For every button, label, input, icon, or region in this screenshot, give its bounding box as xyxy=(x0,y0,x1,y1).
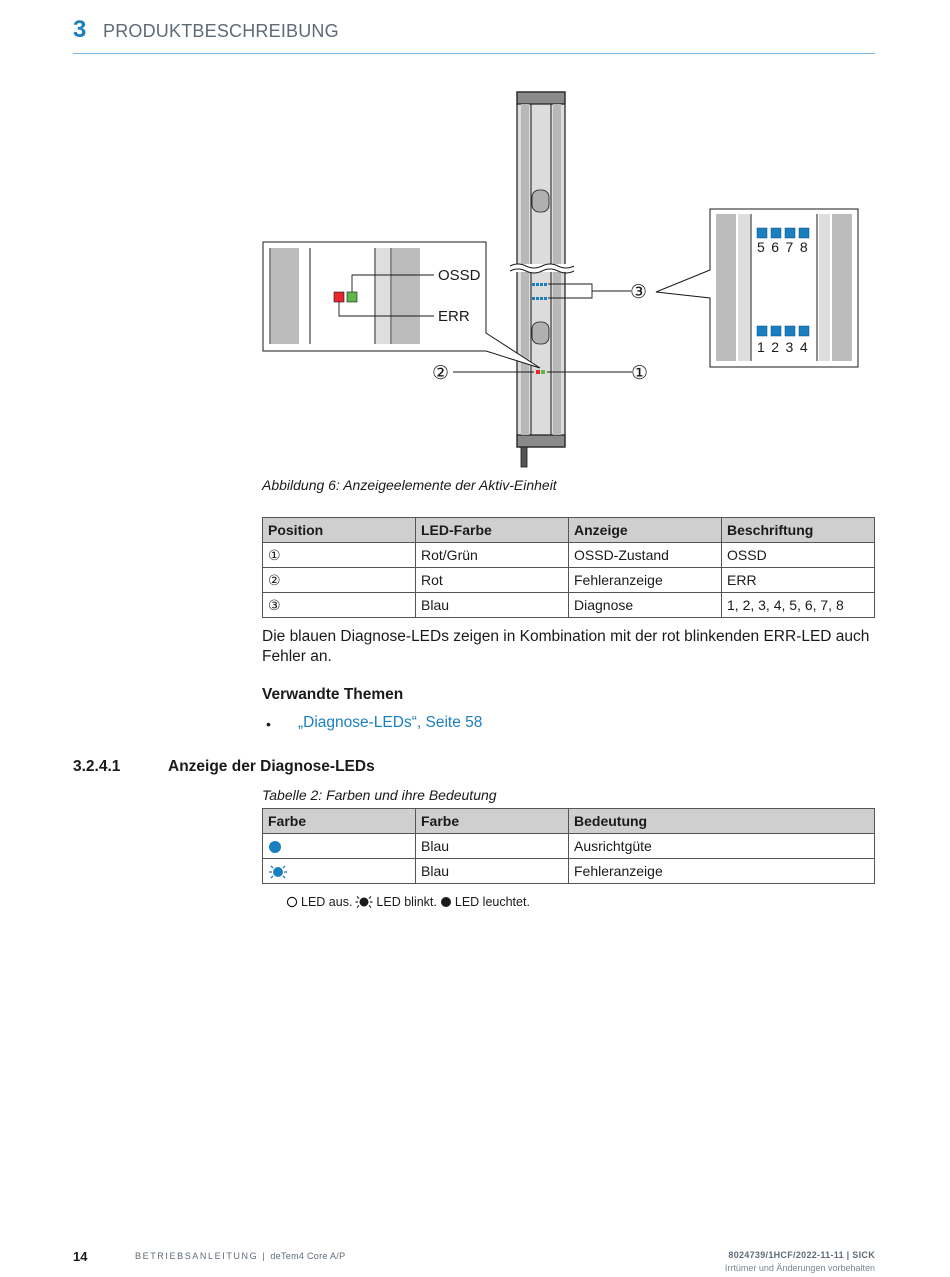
led-on-blue-icon xyxy=(268,840,282,854)
table-row xyxy=(263,593,875,618)
legend-off-text: LED aus. xyxy=(301,895,353,909)
led-table xyxy=(262,517,875,618)
leds-bottom-labels: 1 2 3 4 xyxy=(757,339,809,355)
table-row xyxy=(263,859,875,884)
led-off-icon xyxy=(286,896,298,908)
led-blink-icon xyxy=(355,895,373,909)
table-header-row xyxy=(263,518,875,543)
table-cell: ERR xyxy=(722,568,875,593)
err-label: ERR xyxy=(438,308,470,325)
callout-1: ① xyxy=(631,363,649,384)
table-caption: Tabelle 2: Farben und ihre Bedeutung xyxy=(262,787,497,803)
device-column xyxy=(510,92,574,467)
table-cell: Fehleranzeige xyxy=(569,859,875,884)
table-cell: Rot/Grün xyxy=(416,543,569,568)
table-row xyxy=(263,543,875,568)
legend-blink-text: LED blinkt. xyxy=(376,895,437,909)
product-name: deTem4 Core A/P xyxy=(270,1251,346,1261)
table-cell: Ausrichtgüte xyxy=(569,834,875,859)
footer-document-label xyxy=(135,1251,345,1261)
led-on-icon xyxy=(440,896,452,908)
table-cell: ① xyxy=(263,543,416,568)
callout-2: ② xyxy=(432,363,450,384)
table-header-row xyxy=(263,809,875,834)
chapter-title: PRODUKTBESCHREIBUNG xyxy=(103,21,339,41)
diagnostic-led-detail xyxy=(656,209,858,367)
led-blink-blue-icon xyxy=(268,864,288,880)
led-legend xyxy=(286,895,530,909)
table-header: Farbe xyxy=(263,809,416,834)
table-header: Anzeige xyxy=(569,518,722,543)
footer-disclaimer: Irrtümer und Änderungen vorbehalten xyxy=(724,1263,875,1273)
ossd-err-detail xyxy=(263,242,540,368)
footer-doc-id: 8024739/1HCF/2022-11-11 | SICK xyxy=(728,1250,875,1260)
color-meaning-table xyxy=(262,808,875,884)
table-cell: Blau xyxy=(416,859,569,884)
table-header: LED-Farbe xyxy=(416,518,569,543)
table-cell: Fehleranzeige xyxy=(569,568,722,593)
related-topic-link[interactable]: „Diagnose-LEDs“, Seite 58 xyxy=(298,714,483,731)
related-topics-heading: Verwandte Themen xyxy=(262,686,404,703)
active-unit-figure xyxy=(255,80,875,475)
ossd-label: OSSD xyxy=(438,267,481,284)
table-cell: Diagnose xyxy=(569,593,722,618)
table-cell: Blau xyxy=(416,834,569,859)
figure-caption: Abbildung 6: Anzeigeelemente der Aktiv-Einheit xyxy=(262,477,557,493)
section-number: 3.2.4.1 xyxy=(73,758,121,775)
table-cell: OSSD xyxy=(722,543,875,568)
table-cell xyxy=(263,859,416,884)
legend-on-text: LED leuchtet. xyxy=(454,895,530,909)
table-cell xyxy=(263,834,416,859)
table-cell: Rot xyxy=(416,568,569,593)
page-number: 14 xyxy=(73,1249,88,1264)
table-cell: ③ xyxy=(263,593,416,618)
table-row xyxy=(263,568,875,593)
table-cell: OSSD-Zustand xyxy=(569,543,722,568)
body-paragraph: Die blauen Diagnose-LEDs zeigen in Kombination mit der rot blinkenden ERR-LED auch Fehler an. xyxy=(262,628,870,665)
section-title: Anzeige der Diagnose-LEDs xyxy=(168,758,375,775)
table-header: Farbe xyxy=(416,809,569,834)
table-cell: Blau xyxy=(416,593,569,618)
table-header: Bedeutung xyxy=(569,809,875,834)
chapter-number: 3 xyxy=(73,16,87,43)
table-header: Position xyxy=(263,518,416,543)
doc-type: BETRIEBSANLEITUNG | xyxy=(135,1251,271,1261)
table-cell: 1, 2, 3, 4, 5, 6, 7, 8 xyxy=(722,593,875,618)
callout-3: ③ xyxy=(630,282,648,303)
header-rule xyxy=(73,53,875,54)
leds-top-labels: 5 6 7 8 xyxy=(757,239,809,255)
table-row xyxy=(263,834,875,859)
table-header: Beschriftung xyxy=(722,518,875,543)
table-cell: ② xyxy=(263,568,416,593)
bullet-marker: • xyxy=(266,716,271,732)
